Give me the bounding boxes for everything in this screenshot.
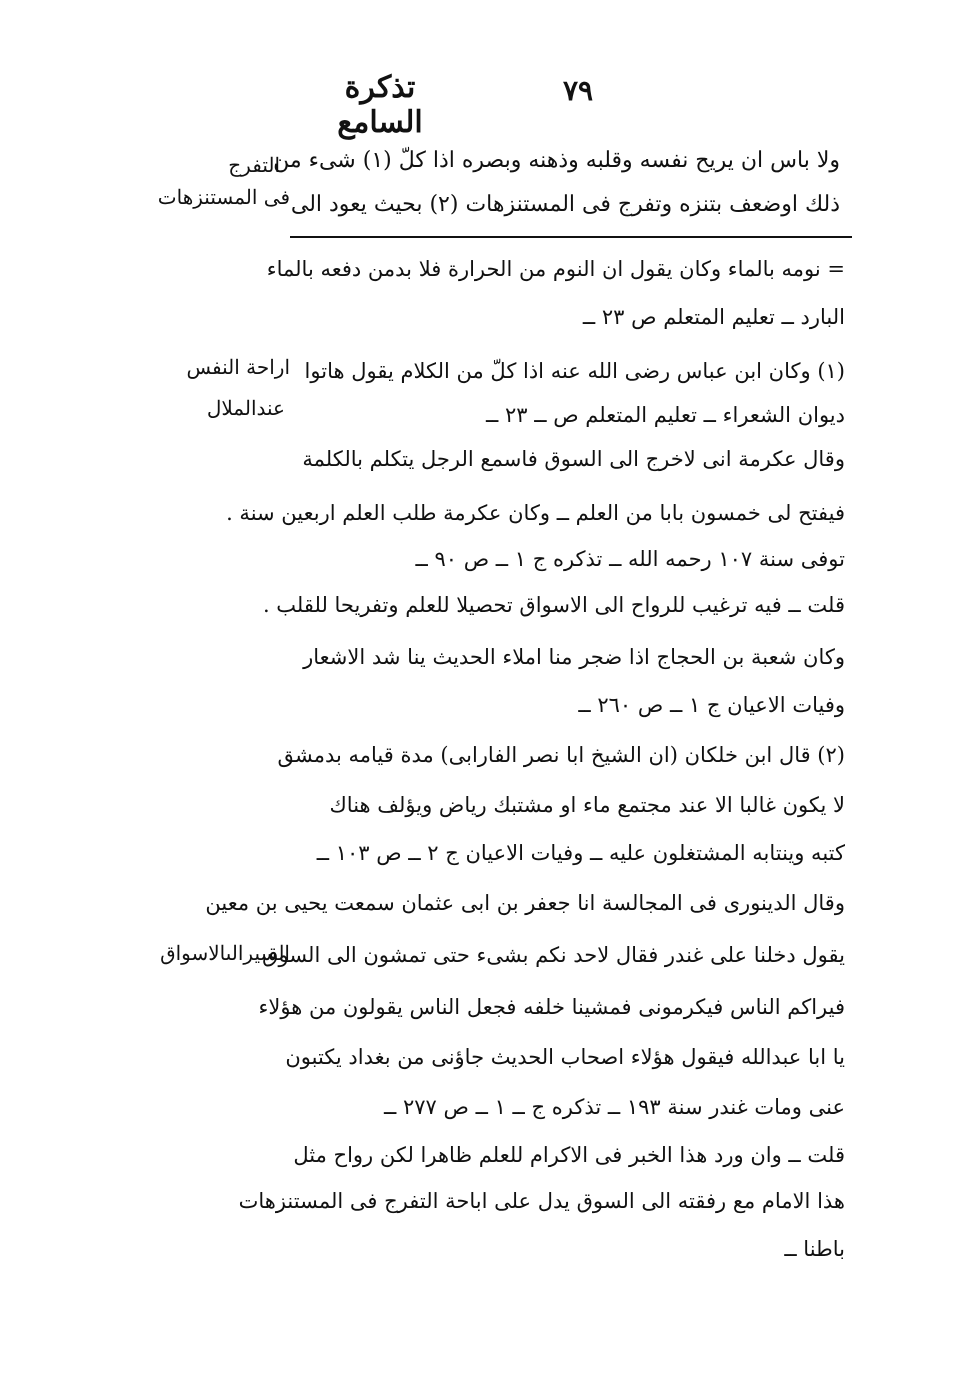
footnote-line: عنى ومات غندر سنة ١٩٣ ــ تذكره ج ــ ١ ــ ص ٢٧٧ ــ <box>384 1095 845 1119</box>
footnote-line: وفيات الاعيان ج ١ ــ ص ٢٦٠ ــ <box>578 693 845 717</box>
footnote-line: ديوان الشعراء ــ تعليم المتعلم ص ــ ٢٣ ــ <box>486 403 845 427</box>
margin-note: فى المستنزهات <box>157 185 290 209</box>
footnote-line: وكان شعبة بن الحجاج اذا ضجر منا املاء الحديث ينا شد الاشعار <box>303 645 845 669</box>
margin-note: عندالملال <box>206 396 285 420</box>
footnote-line: يا ابا عبدالله فيقول هؤلاء اصحاب الحديث جاؤنى من بغداد يكتبون <box>285 1045 845 1069</box>
margin-note: التفرج <box>228 153 280 177</box>
footnote-line: فيفتح لى خمسون بابا من العلم ــ وكان عكرمة طلب العلم اربعين سنة . <box>226 501 845 525</box>
footnote-line: لا يكون غالبا الا عند مجتمع ماء او مشتبك رياض ويؤلف هناك <box>329 793 845 817</box>
footnote-line: هذا الامام مع رفقته الى السوق يدل على اباحة التفرج فى المستنزهات <box>238 1189 845 1213</box>
footnote-line: البارد ــ تعليم المتعلم ص ٢٣ ــ <box>582 305 845 329</box>
footnote-line: وقال عكرمة انى لاخرج الى السوق فاسمع الرجل يتكلم بالكلمة <box>302 447 845 471</box>
running-title: تذكرة السامع <box>337 70 423 140</box>
footnote-divider <box>290 236 852 238</box>
footnote-line: = نومه بالماء وكان يقول ان النوم من الحرارة فلا بدمن دفعه بالماء <box>266 257 845 281</box>
footnote-line: يقول دخلنا على غندر فقال لاحد نكم بشىء حتى تمشون الى السوق <box>262 943 845 967</box>
footnote-line: باطنا ــ <box>784 1237 845 1261</box>
footnote-line: وقال الدينورى فى المجالسة انا جعفر بن ابى عثمان سمعت يحيى بن معين <box>205 891 845 915</box>
page-number: ٧٩ <box>562 74 594 107</box>
footnote-line: قلت ــ وان ورد هذا الخبر فى الاكرام للعلم ظاهرا لكن رواح مثل <box>293 1143 845 1167</box>
footnote-line: (٢) قال ابن خلكان (ان الشيخ ابا نصر الفارابى) مدة قيامه بدمشق <box>277 743 845 767</box>
margin-note: السيرالىالاسواق <box>160 941 290 965</box>
footnote-line: كتبه وينتابه المشتغلون عليه ــ وفيات الاعيان ج ٢ ــ ص ١٠٣ ــ <box>316 841 845 865</box>
footnote-line: فيراكم الناس فيكرمونى فمشينا خلفه فجعل الناس يقولون من هؤلاء <box>258 995 845 1019</box>
margin-note: اراحة النفس <box>186 355 290 379</box>
footnote-line: قلت ــ فيه ترغيب للرواح الى الاسواق تحصيلا للعلم وتفريحا للقلب . <box>262 593 845 617</box>
body-line: ذلك اوضعف بتنزه وتفرج فى المستنزهات (٢) بحيث يعود الى <box>290 192 840 217</box>
footnote-line: (١) وكان ابن عباس رضى الله عنه اذا كلّ من الكلام يقول هاتوا <box>304 359 845 383</box>
body-line: ولا باس ان يريح نفسه وقلبه وذهنه وبصره اذا كلّ (١) شىء من <box>273 148 840 173</box>
footnote-line: توفى سنة ١٠٧ رحمه الله ــ تذكره ج ١ ــ ص ٩٠ ــ <box>415 547 845 571</box>
